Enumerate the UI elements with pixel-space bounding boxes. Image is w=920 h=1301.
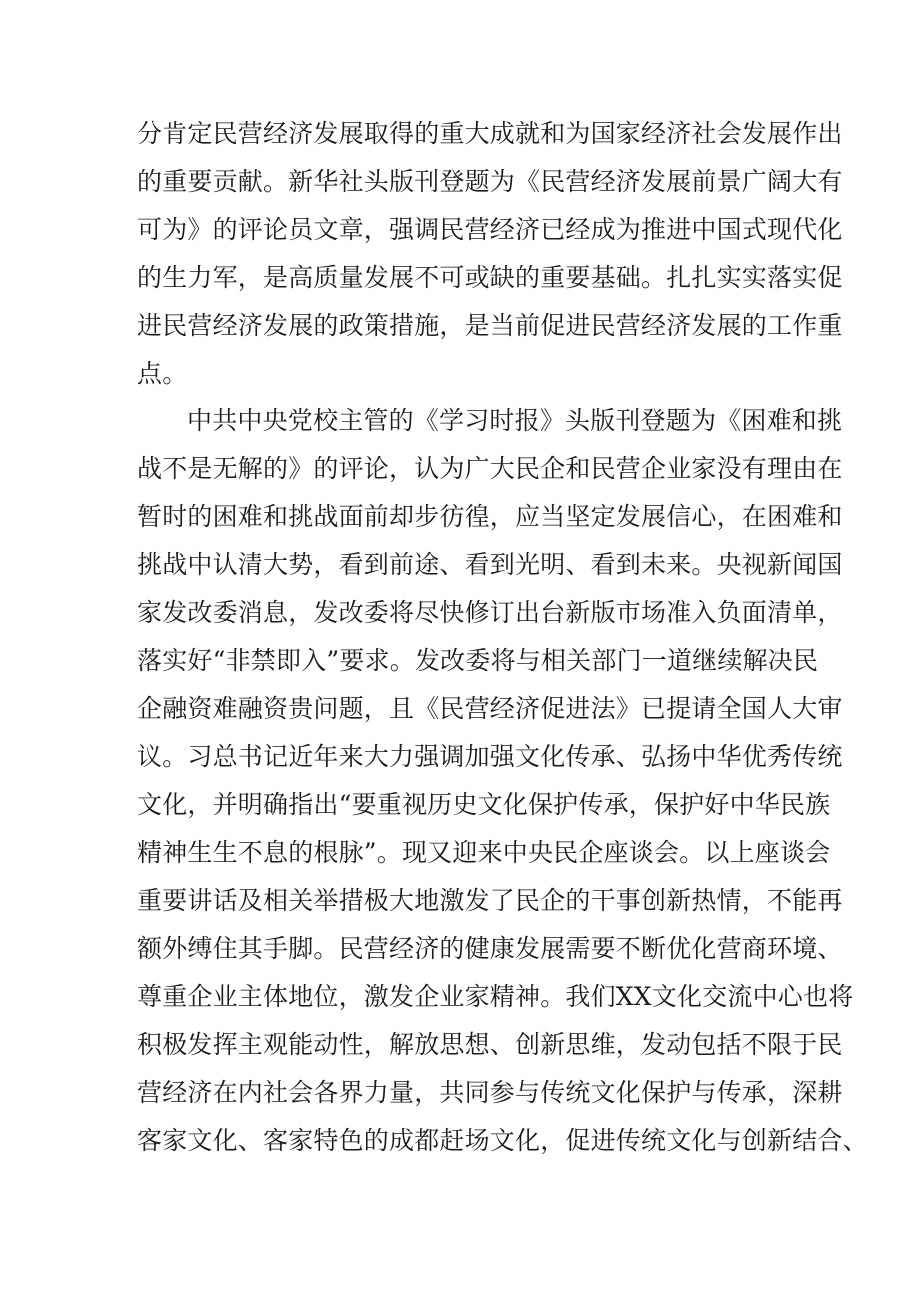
- text-line: 落实好“非禁即入”要求。发改委将与相关部门一道继续解决民: [137, 646, 819, 675]
- text-line: 的重要贡献。新华社头版刊登题为《民营经济发展前景广阔大有: [137, 167, 843, 196]
- text-line: 中共中央党校主管的《学习时报》头版刊登题为《困难和挑: [187, 406, 843, 435]
- text-line: 进民营经济发展的政策措施，是当前促进民营经济发展的工作重: [137, 311, 843, 340]
- text-line: 额外缚住其手脚。民营经济的健康发展需要不断优化营商环境、: [137, 934, 843, 963]
- text-line: 文化，并明确指出“要重视历史文化保护传承，保护好中华民族: [137, 790, 831, 819]
- text-line: 精神生生不息的根脉”。现又迎来中央民企座谈会。以上座谈会: [137, 838, 831, 867]
- text-line: 可为》的评论员文章，强调民营经济已经成为推进中国式现代化: [137, 215, 843, 244]
- text-line: 暂时的困难和挑战面前却步彷徨，应当坚定发展信心，在困难和: [137, 502, 843, 531]
- text-line: 家发改委消息，发改委将尽快修订出台新版市场准入负面清单，: [137, 598, 843, 627]
- text-line: 议。习总书记近年来大力强调加强文化传承、弘扬中华优秀传统: [137, 742, 843, 771]
- text-line: 战不是无解的》的评论，认为广大民企和民营企业家没有理由在: [137, 454, 843, 483]
- text-line: 企融资难融资贵问题，且《民营经济促进法》已提请全国人大审: [137, 694, 843, 723]
- text-line: 积极发挥主观能动性，解放思想、创新思维，发动包括不限于民: [137, 1030, 843, 1059]
- text-line: 重要讲话及相关举措极大地激发了民企的干事创新热情，不能再: [137, 886, 843, 915]
- text-line: 营经济在内社会各界力量，共同参与传统文化保护与传承，深耕: [137, 1078, 843, 1107]
- text-line: 客家文化、客家特色的成都赶场文化，促进传统文化与创新结合、: [137, 1126, 868, 1155]
- text-line: 挑战中认清大势，看到前途、看到光明、看到未来。央视新闻国: [137, 550, 843, 579]
- text-line: 分肯定民营经济发展取得的重大成就和为国家经济社会发展作出: [137, 119, 843, 148]
- text-line: 的生力军，是高质量发展不可或缺的重要基础。扎扎实实落实促: [137, 263, 843, 292]
- text-line: 点。: [137, 359, 188, 388]
- text-line: 尊重企业主体地位，激发企业家精神。我们XX文化交流中心也将: [137, 982, 854, 1011]
